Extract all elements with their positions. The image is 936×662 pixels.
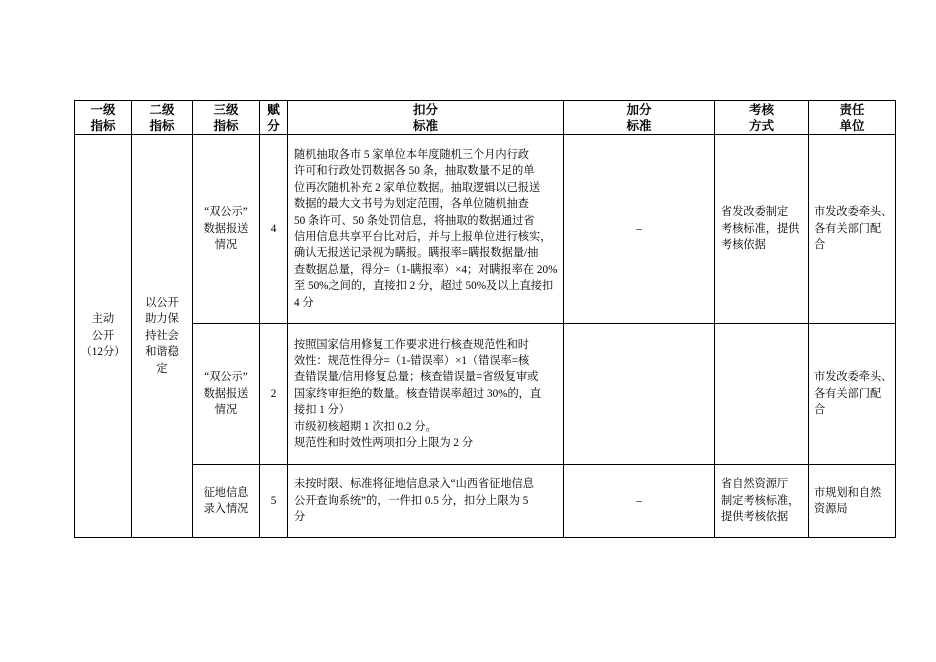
level2-indicator: 以公开 助力保 持社会 和谐稳 定 [132, 135, 193, 538]
deduction-criteria: 随机抽取各市 5 家单位本年度随机三个月内行政 许可和行政处罚数据各 50 条，抽取数量不足的单 位再次随机补充 2 家单位数据。抽取逻辑以已报送 数据的最大文书号为划定范围，各单位随机抽查 50 条许可、50 条处罚信息，将抽取的数据通过省 信用信息共享平台比对后，并与上报单位进行核实， 确认无报送记录视为瞒报。瞒报率=瞒报数据量/抽 查数据总量，得分=（1-瞒报率）×4；对瞒报率在 20% 至 50%之间的，直接扣 2 分，超过 50%及以上直接扣 4 分 [288, 135, 564, 324]
header-responsible-unit: 责任 单位 [809, 101, 896, 135]
bonus-criteria: – [564, 465, 715, 538]
score-cell: 2 [260, 324, 288, 465]
table-row [75, 465, 896, 538]
level3-indicator: “双公示” 数据报送 情况 [193, 135, 260, 324]
level3-indicator: “双公示” 数据报送 情况 [193, 324, 260, 465]
assessment-method: 省发改委制定 考核标准，提供 考核依据 [715, 135, 809, 324]
header-level3-indicator: 三级 指标 [193, 101, 260, 135]
assessment-method: 省自然资源厅 制定考核标准， 提供考核依据 [715, 465, 809, 538]
score-cell: 5 [260, 465, 288, 538]
responsible-unit: 市规划和自然 资源局 [809, 465, 896, 538]
responsible-unit: 市发改委牵头、 各有关部门配 合 [809, 135, 896, 324]
header-row [75, 101, 896, 135]
table-row [75, 324, 896, 465]
level3-indicator: 征地信息 录入情况 [193, 465, 260, 538]
header-level2-indicator: 二级 指标 [132, 101, 193, 135]
responsible-unit: 市发改委牵头、 各有关部门配 合 [809, 324, 896, 465]
deduction-criteria: 按照国家信用修复工作要求进行核查规范性和时 效性：规范性得分=（1-错误率）×1（错误率=核 查错误量/信用修复总量；核查错误量=省级复审或 国家终审拒绝的数量。核查错误率超过 30%的，直 接扣 1 分） 市级初核超期 1 次扣 0.2 分。 规范性和时效性两项扣分上限为 2 分 [288, 324, 564, 465]
level1-indicator: 主动 公开 （12分） [75, 135, 132, 538]
assessment-method [715, 324, 809, 465]
bonus-criteria: – [564, 135, 715, 324]
table-row [75, 135, 896, 324]
bonus-criteria [564, 324, 715, 465]
header-level1-indicator: 一级 指标 [75, 101, 132, 135]
score-cell: 4 [260, 135, 288, 324]
header-bonus-criteria: 加分 标准 [564, 101, 715, 135]
assessment-table [74, 100, 896, 538]
deduction-criteria: 未按时限、标准将征地信息录入“山西省征地信息 公开查询系统”的，一件扣 0.5 分，扣分上限为 5 分 [288, 465, 564, 538]
header-score: 赋 分 [260, 101, 288, 135]
header-deduction-criteria: 扣分 标准 [288, 101, 564, 135]
header-assessment-method: 考核 方式 [715, 101, 809, 135]
